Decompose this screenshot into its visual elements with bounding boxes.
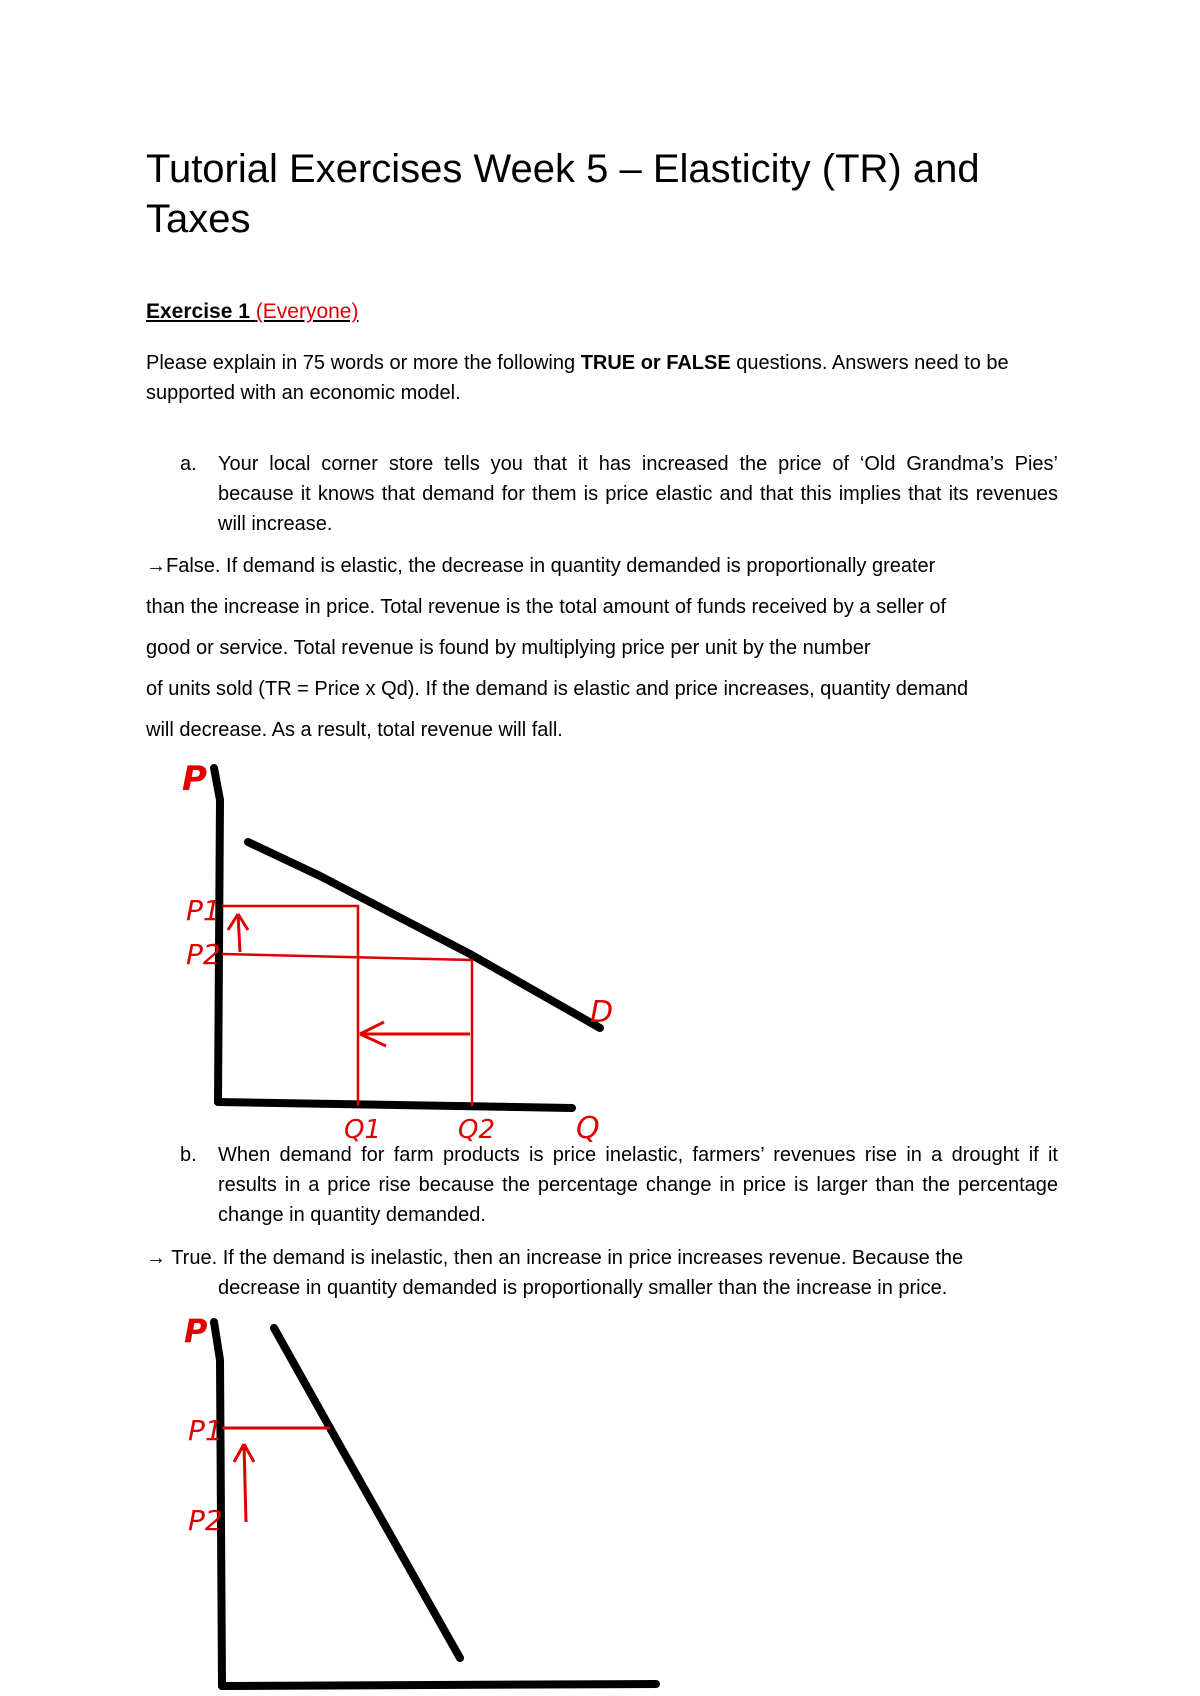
answer-a-line-4: of units sold (TR = Price x Qd). If the demand is elastic and price increases, quantity demand [146, 678, 969, 700]
graph-a-demand-label: D [590, 995, 614, 1030]
instructions-emphasis: TRUE or FALSE [580, 352, 731, 374]
instructions-text-end: questions. Answers need to be supported with an economic model. [146, 352, 1009, 404]
graph-a-p1-label: P1 [186, 894, 221, 927]
graph-b-p1-label: P1 [188, 1414, 223, 1447]
exercise-number: Exercise 1 [146, 300, 250, 323]
graph-a-p2-label: P2 [186, 938, 221, 971]
answer-a-line-1: →False. If demand is elastic, the decrease in quantity demanded is proportionally greater [146, 555, 936, 577]
graph-a-q1-label: Q1 [344, 1115, 382, 1145]
answer-b-line-1: → True. If the demand is inelastic, then an increase in price increases revenue. Because the [146, 1247, 964, 1269]
graph-a-q2-label: Q2 [458, 1115, 496, 1145]
answer-b-line-2: decrease in quantity demanded is proportionally smaller than the increase in price. [218, 1277, 948, 1299]
graph-a-q-axis-label: Q [576, 1111, 600, 1146]
question-b-marker: b. [180, 1144, 197, 1166]
answer-a-line-2: than the increase in price. Total revenue is the total amount of funds received by a seller of [146, 596, 947, 618]
graph-b-p-axis-label: P [184, 1312, 208, 1350]
graph-b-p2-label: P2 [188, 1504, 223, 1537]
exercise-audience-tag: (Everyone) [255, 300, 359, 323]
graph-b-demand-curve [274, 1328, 460, 1658]
instructions-text: Please explain in 75 words or more the following [146, 352, 581, 374]
question-b-text: When demand for farm products is price inelastic, farmers’ revenues rise in a drought if it results in a price rise because the percentage change in price is larger than the percentage change in quantity demanded. [218, 1144, 1058, 1226]
graph-b-price-arrow [234, 1444, 254, 1522]
answer-a-line-5: will decrease. As a result, total revenue will fall. [146, 719, 563, 741]
question-a-text: Your local corner store tells you that it has increased the price of ‘Old Grandma’s Pies’ because it knows that demand for them is price elastic and that this implies that its revenues will increase. [218, 453, 1058, 535]
answer-a-line-3: good or service. Total revenue is found by multiplying price per unit by the number [146, 637, 871, 659]
graph-a-p-axis-label: P [182, 759, 207, 799]
graph-b-horizontal-axis [222, 1684, 656, 1686]
page-title: Tutorial Exercises Week 5 – Elasticity (TR) and Taxes [146, 147, 980, 241]
question-a-marker: a. [180, 453, 197, 475]
